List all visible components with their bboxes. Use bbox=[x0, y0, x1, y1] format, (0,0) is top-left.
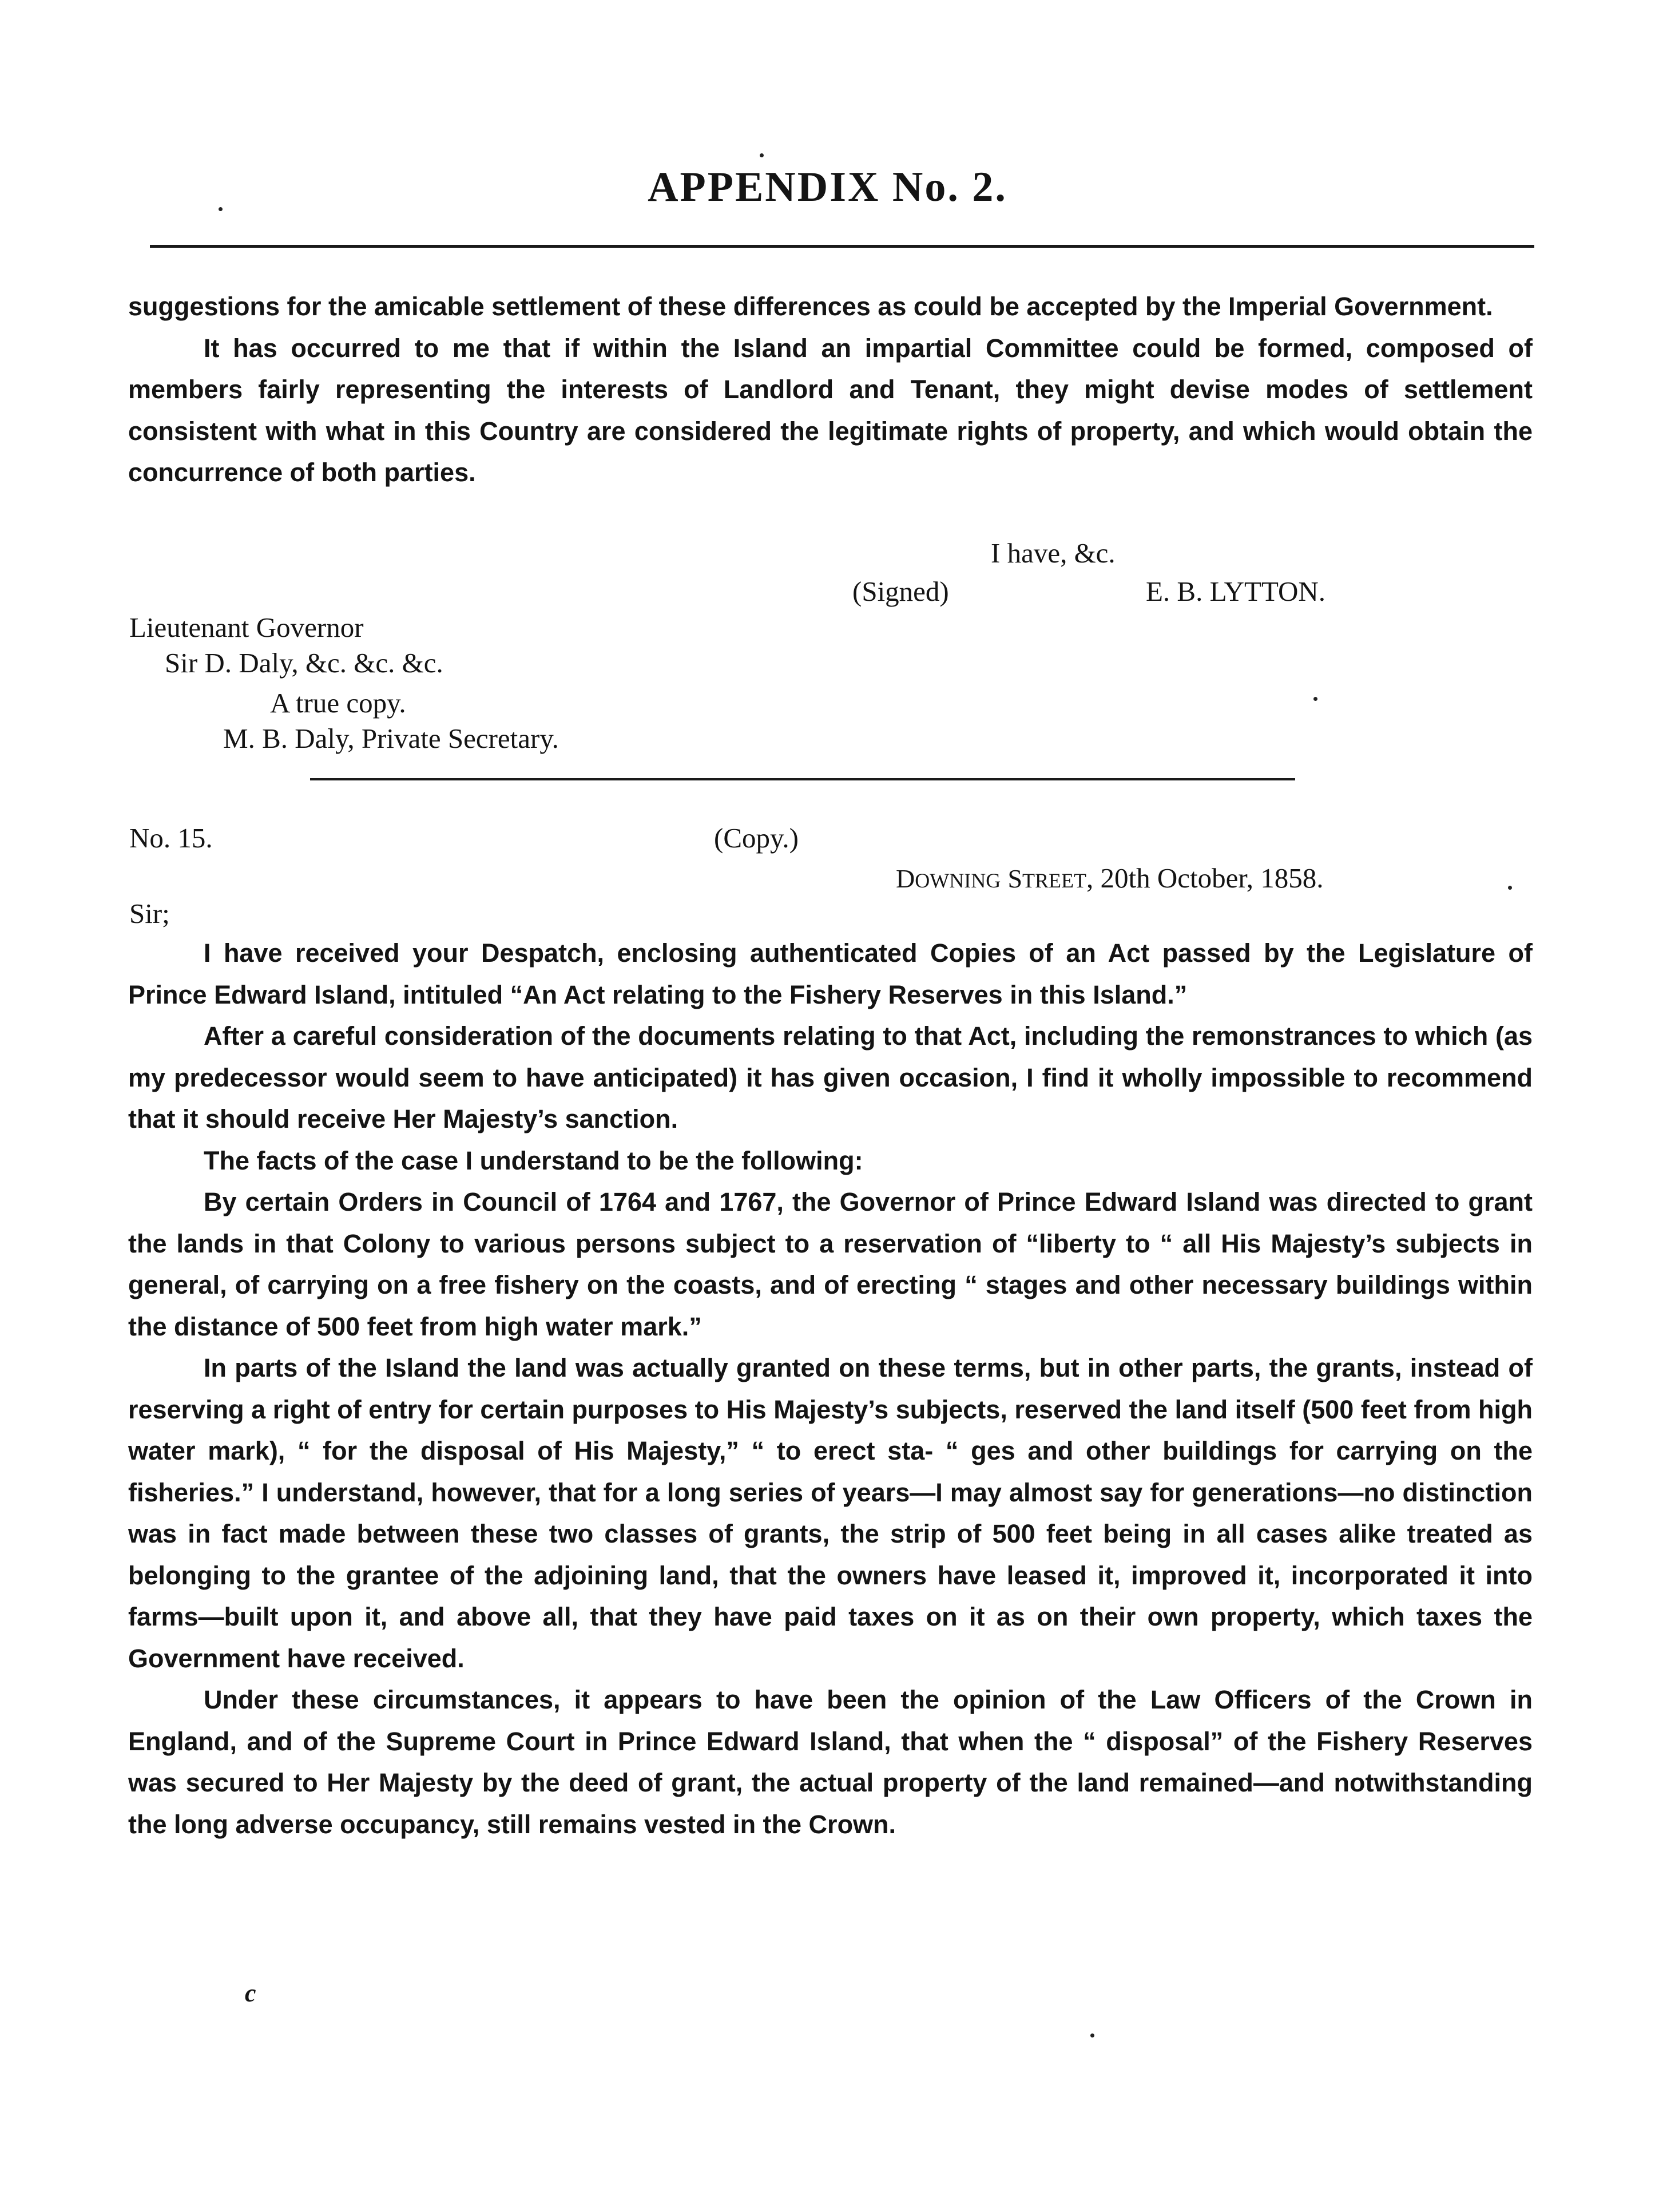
despatch-number: No. 15. bbox=[129, 822, 213, 854]
ink-speck bbox=[1313, 697, 1317, 701]
salutation: Sir; bbox=[129, 898, 170, 929]
letter1-body bbox=[128, 286, 1533, 494]
ink-speck bbox=[219, 207, 223, 211]
page-signature-mark: c bbox=[245, 1979, 256, 2007]
letter2-body bbox=[128, 933, 1533, 1845]
place-part: D bbox=[896, 864, 915, 893]
letter2-paragraph: The facts of the case I understand to be the following: bbox=[204, 1145, 863, 1175]
letter1-paragraph: It has occurred to me that if within the Island an impartial Committee could be formed, composed of members fairly representing the interests of Landlord and Tenant, they might devise modes of settlement consistent with what in this Country are considered the legitimate rights of property, and which would obtain the concurrence of both parties. bbox=[128, 333, 1533, 487]
signed-label: (Signed) bbox=[852, 576, 949, 607]
place-part: OWNING bbox=[915, 869, 1001, 892]
ink-speck bbox=[1090, 2033, 1094, 2037]
place-part: TREET bbox=[1022, 869, 1087, 892]
letter2-paragraph: Under these circumstances, it appears to have been the opinion of the Law Officers of the Crown in England, and of the Supreme Court in Prince Edward Island, that when the “ disposal” of the Fishery Reserves was secured to Her Majesty by the deed of grant, the actual property of the land remained—and notwithstanding the long adverse occupancy, still remains vested in the Crown. bbox=[128, 1685, 1533, 1839]
section-divider bbox=[310, 778, 1295, 780]
ink-speck bbox=[760, 153, 764, 157]
letter2-paragraph: I have received your Despatch, enclosing authenticated Copies of an Act passed by the Legislature of Prince Edward Island, intituled “An Act relating to the Fishery Reserves in this Island.” bbox=[128, 938, 1533, 1009]
letter1-closing: I have, &c. bbox=[991, 537, 1116, 569]
place-part: S bbox=[1007, 864, 1023, 893]
ink-speck bbox=[1508, 886, 1512, 890]
letter2-paragraph: After a careful consideration of the documents relating to that Act, including the remonstrances to which (as my predecessor would seem to have anticipated) it has given occasion, I find it wholly impossible to recommend that it should receive Her Majesty’s sanction. bbox=[128, 1021, 1533, 1133]
attestation-line: M. B. Daly, Private Secretary. bbox=[223, 723, 559, 754]
addressee-line: Lieutenant Governor bbox=[129, 612, 364, 643]
letter2-paragraph: In parts of the Island the land was actually granted on these terms, but in other parts, the grants, instead of reserving a right of entry for certain purposes to His Majesty’s subjects, reserved the land itself (500 feet from high water mark), “ for the disposal of His Majesty,” “ to erect sta- “ ges and other buildings for carrying on the fisheries.” I understand, however, that for a long series of years—I may almost say for generations—no distinction was in fact made between these two classes of grants, the strip of 500 feet being in all cases alike treated as belonging to the grantee of the adjoining land, that the owners have leased it, improved it, incorporated it into farms—built upon it, and above all, that they have paid taxes on it as on their own property, which taxes the Government have received. bbox=[128, 1353, 1533, 1673]
letter1-paragraph: suggestions for the amicable settlement of these differences as could be accepted by the Imperial Government. bbox=[128, 292, 1493, 321]
attestation-line: A true copy. bbox=[270, 687, 406, 719]
copy-label: (Copy.) bbox=[714, 822, 799, 854]
page-title: APPENDIX No. 2. bbox=[648, 164, 1007, 211]
addressee-line: Sir D. Daly, &c. &c. &c. bbox=[165, 647, 443, 679]
despatch-dateline bbox=[896, 862, 1324, 894]
letter1-signature: E. B. LYTTON. bbox=[1146, 576, 1326, 607]
title-rule bbox=[150, 245, 1534, 248]
despatch-date: , 20th October, 1858. bbox=[1086, 862, 1324, 894]
letter2-paragraph: By certain Orders in Council of 1764 and 1767, the Governor of Prince Edward Island was directed to grant the lands in that Colony to various persons subject to a reservation of “liberty to “ all His Majesty’s subjects in general, of carrying on a free fishery on the coasts, and of erecting “ stages and other necessary buildings within the distance of 500 feet from high water mark.” bbox=[128, 1187, 1533, 1341]
